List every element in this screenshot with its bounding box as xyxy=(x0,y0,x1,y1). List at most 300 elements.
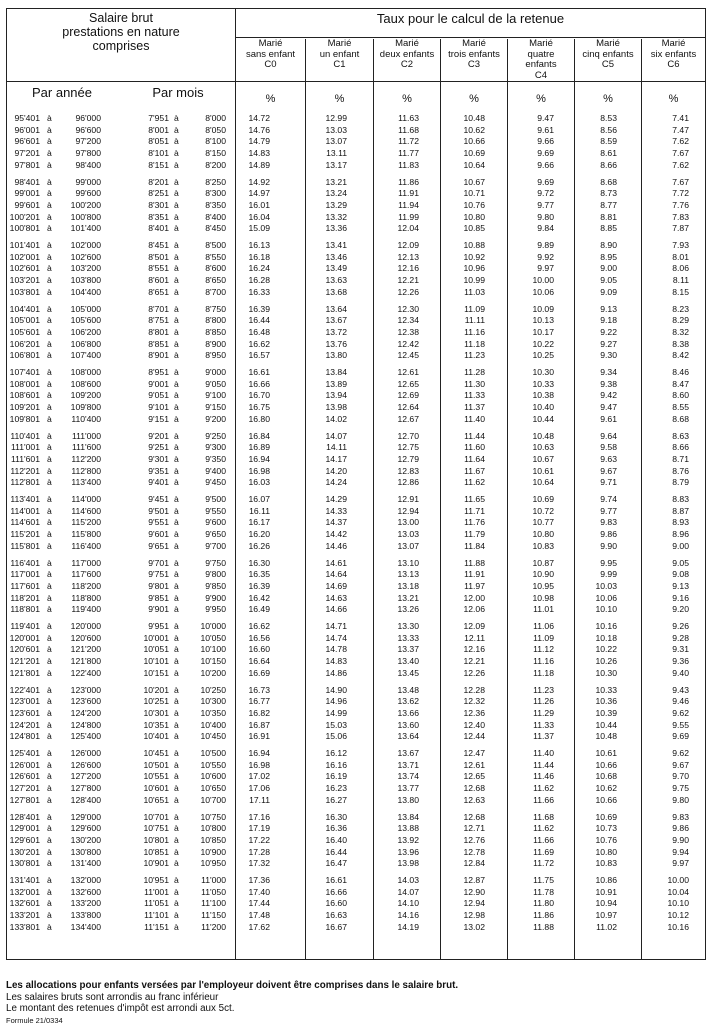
range-connector: à xyxy=(174,667,179,678)
range-connector: à xyxy=(47,240,52,250)
year-from: 127'801 xyxy=(9,794,40,805)
range-connector: à xyxy=(47,505,52,516)
rate-c6: 7.93 xyxy=(672,240,689,250)
year-to: 112'800 xyxy=(71,465,101,476)
range-connector: à xyxy=(47,303,52,314)
rate-c1: 16.67 xyxy=(325,921,347,932)
range-connector: à xyxy=(174,794,179,805)
rate-c1: 14.29 xyxy=(325,494,347,504)
rate-c1: 16.23 xyxy=(325,783,347,794)
table-row xyxy=(7,148,705,159)
rate-c5: 10.26 xyxy=(595,656,617,667)
rate-c2: 14.19 xyxy=(397,921,419,932)
table-row xyxy=(7,304,705,315)
year-from: 115'801 xyxy=(10,540,40,551)
rate-c6: 8.63 xyxy=(672,430,689,441)
rate-c6: 8.15 xyxy=(672,286,689,297)
rate-c3: 10.69 xyxy=(463,148,485,159)
rate-c6: 9.46 xyxy=(672,696,689,707)
month-from: 10'651 xyxy=(143,794,169,805)
rate-c1: 14.64 xyxy=(325,569,347,580)
range-connector: à xyxy=(174,875,179,885)
rate-c5: 10.94 xyxy=(595,898,617,909)
rate-c0: 16.18 xyxy=(248,251,270,262)
rate-c4: 11.69 xyxy=(533,846,554,857)
table-row xyxy=(7,656,705,667)
rate-c6: 7.62 xyxy=(672,136,689,147)
range-connector: à xyxy=(174,719,179,730)
month-to: 10'150 xyxy=(200,656,226,667)
rate-c2: 13.30 xyxy=(397,621,419,631)
rate-c3: 12.68 xyxy=(463,811,485,822)
year-from: 130'201 xyxy=(9,846,40,857)
year-to: 107'400 xyxy=(70,350,101,361)
range-connector: à xyxy=(174,811,179,822)
year-from: 118'801 xyxy=(10,604,40,615)
rate-c2: 13.88 xyxy=(397,823,419,834)
table-row xyxy=(7,275,705,286)
range-connector: à xyxy=(47,453,52,464)
range-connector: à xyxy=(174,413,179,424)
month-to: 10'700 xyxy=(200,794,226,805)
year-to: 124'800 xyxy=(70,719,101,730)
rate-c5: 9.64 xyxy=(600,430,617,441)
range-connector: à xyxy=(174,176,179,187)
year-from: 105'001 xyxy=(9,315,40,326)
rate-c5: 10.62 xyxy=(595,783,617,794)
rate-c4: 10.00 xyxy=(532,275,554,286)
year-to: 102'000 xyxy=(70,240,101,250)
month-from: 8'651 xyxy=(148,286,169,297)
rate-c5: 8.56 xyxy=(600,124,617,135)
month-from: 10'951 xyxy=(143,875,169,885)
rate-c4: 10.17 xyxy=(532,326,554,337)
year-from: 126'601 xyxy=(9,771,40,782)
rate-c0: 16.48 xyxy=(248,326,270,337)
rate-c5: 9.58 xyxy=(600,442,617,453)
rate-c6: 8.83 xyxy=(672,494,689,504)
rate-c0: 16.60 xyxy=(248,644,270,655)
rate-c6: 10.12 xyxy=(667,910,689,921)
rate-c1: 16.12 xyxy=(325,748,347,758)
year-from: 113'401 xyxy=(10,494,40,504)
table-row xyxy=(7,708,705,719)
month-to: 8'600 xyxy=(205,263,226,274)
rate-c5: 10.48 xyxy=(595,731,617,742)
rate-c0: 16.73 xyxy=(248,684,270,695)
year-from: 124'201 xyxy=(9,719,40,730)
rate-c3: 11.67 xyxy=(464,465,485,476)
rate-c6: 7.62 xyxy=(672,159,689,170)
rate-c0: 14.97 xyxy=(248,188,270,199)
range-connector: à xyxy=(47,731,52,742)
year-from: 110'401 xyxy=(10,430,40,441)
rate-c5: 10.03 xyxy=(595,580,617,591)
rate-c2: 13.18 xyxy=(397,580,419,591)
rate-c0: 16.20 xyxy=(248,529,270,540)
table-row xyxy=(7,442,705,453)
rate-c4: 10.87 xyxy=(532,557,554,568)
category-header xyxy=(306,39,373,71)
rate-c3: 10.76 xyxy=(463,199,485,210)
note-rounding-tax: Le montant des retenues d'impôt est arrondi aux 5ct. xyxy=(6,1003,235,1014)
rate-c6: 8.96 xyxy=(672,529,689,540)
table-row xyxy=(7,720,705,731)
rate-c1: 14.71 xyxy=(325,621,347,631)
rate-c3: 11.62 xyxy=(464,477,485,488)
year-to: 111'000 xyxy=(71,430,101,441)
range-connector: à xyxy=(174,569,179,580)
year-from: 123'001 xyxy=(9,696,40,707)
range-connector: à xyxy=(47,886,52,897)
rate-c2: 12.45 xyxy=(397,350,419,361)
rate-c2: 13.03 xyxy=(397,529,419,540)
year-to: 104'400 xyxy=(70,286,101,297)
rate-c1: 13.17 xyxy=(325,159,347,170)
range-connector: à xyxy=(47,263,52,274)
month-to: 8'250 xyxy=(205,176,226,187)
rate-c0: 17.62 xyxy=(248,921,270,932)
rate-c0: 17.16 xyxy=(248,811,270,822)
rate-c1: 13.49 xyxy=(325,263,347,274)
category-header-line: trois enfants xyxy=(448,48,500,60)
note-allowances: Les allocations pour enfants versées par l'employeur doivent être comprises dans le salaire brut. xyxy=(6,980,459,991)
month-from: 10'401 xyxy=(143,731,169,742)
rate-c1: 14.24 xyxy=(325,477,347,488)
year-to: 114'600 xyxy=(71,505,101,516)
unit-percent: % xyxy=(603,93,613,105)
range-connector: à xyxy=(47,477,52,488)
year-from: 112'801 xyxy=(10,477,40,488)
year-to: 123'000 xyxy=(70,684,101,695)
rate-c0: 17.11 xyxy=(249,794,270,805)
rate-c0: 16.49 xyxy=(248,604,270,615)
table-row xyxy=(7,558,705,569)
rate-c0: 16.70 xyxy=(248,390,270,401)
rate-c3: 11.60 xyxy=(464,442,485,453)
rate-c0: 16.07 xyxy=(248,494,270,504)
range-connector: à xyxy=(174,211,179,222)
category-header-line: C4 xyxy=(534,69,548,81)
rate-c4: 10.48 xyxy=(532,430,554,441)
rate-c3: 10.85 xyxy=(463,223,485,234)
range-connector: à xyxy=(47,517,52,528)
rate-c4: 10.33 xyxy=(532,378,554,389)
rate-c6: 9.94 xyxy=(672,846,689,857)
month-to: 9'400 xyxy=(205,465,226,476)
rate-c3: 12.00 xyxy=(463,592,485,603)
rate-c3: 10.48 xyxy=(463,113,485,123)
rate-c1: 16.27 xyxy=(325,794,347,805)
month-to: 8'950 xyxy=(205,350,226,361)
month-to: 9'550 xyxy=(205,505,226,516)
gross-salary-header xyxy=(7,11,235,53)
rate-c3: 11.91 xyxy=(464,569,485,580)
header-line: Salaire brut xyxy=(89,11,153,25)
rate-c4: 10.30 xyxy=(532,367,554,377)
rate-c5: 10.30 xyxy=(595,667,617,678)
range-connector: à xyxy=(47,286,52,297)
year-from: 116'401 xyxy=(10,557,40,568)
range-connector: à xyxy=(47,719,52,730)
year-to: 121'800 xyxy=(70,656,101,667)
rate-c6: 9.05 xyxy=(672,557,689,568)
rate-c5: 10.16 xyxy=(595,621,617,631)
month-to: 10'450 xyxy=(200,731,226,742)
rate-c0: 17.44 xyxy=(248,898,270,909)
rate-c0: 16.64 xyxy=(248,656,270,667)
year-to: 129'000 xyxy=(70,811,101,822)
rate-c5: 9.38 xyxy=(600,378,617,389)
rate-c5: 8.95 xyxy=(600,251,617,262)
rate-c0: 17.32 xyxy=(248,858,270,869)
year-to: 124'200 xyxy=(70,707,101,718)
range-connector: à xyxy=(47,621,52,631)
year-to: 102'600 xyxy=(70,251,101,262)
rate-c2: 13.13 xyxy=(397,569,419,580)
rate-c3: 12.94 xyxy=(463,898,485,909)
rate-c6: 10.10 xyxy=(667,898,689,909)
table-row xyxy=(7,685,705,696)
rate-c6: 9.43 xyxy=(672,684,689,695)
rate-c4: 10.90 xyxy=(532,569,554,580)
year-to: 128'400 xyxy=(70,794,101,805)
table-row xyxy=(7,812,705,823)
year-from: 111'601 xyxy=(10,453,40,464)
month-to: 8'150 xyxy=(205,148,226,159)
rate-c3: 10.67 xyxy=(463,176,485,187)
year-from: 97'201 xyxy=(14,148,40,159)
rate-c2: 12.34 xyxy=(397,315,419,326)
rate-c2: 12.21 xyxy=(397,275,419,286)
category-header-line: C6 xyxy=(667,59,680,70)
month-from: 9'151 xyxy=(148,413,169,424)
rate-c6: 8.71 xyxy=(672,453,689,464)
month-to: 9'350 xyxy=(205,453,226,464)
year-to: 97'800 xyxy=(75,148,101,159)
month-to: 8'800 xyxy=(205,315,226,326)
header-line: prestations en nature xyxy=(62,25,180,39)
rate-c2: 13.98 xyxy=(397,858,419,869)
rate-c3: 11.88 xyxy=(464,557,485,568)
rate-c4: 10.63 xyxy=(532,442,554,453)
month-to: 11'100 xyxy=(201,898,226,909)
year-from: 106'801 xyxy=(9,350,40,361)
month-to: 10'200 xyxy=(200,667,226,678)
year-to: 133'800 xyxy=(70,910,101,921)
table-row xyxy=(7,898,705,909)
range-connector: à xyxy=(174,540,179,551)
year-from: 103'201 xyxy=(9,275,40,286)
year-from: 101'401 xyxy=(9,240,40,250)
per-year-header: Par année xyxy=(32,85,92,100)
rate-c6: 9.16 xyxy=(672,592,689,603)
rate-c6: 7.83 xyxy=(672,211,689,222)
month-from: 9'801 xyxy=(148,580,169,591)
rate-c2: 12.75 xyxy=(397,442,419,453)
range-connector: à xyxy=(174,275,179,286)
year-from: 97'801 xyxy=(14,159,40,170)
range-connector: à xyxy=(174,731,179,742)
rate-c2: 12.94 xyxy=(397,505,419,516)
rate-c6: 9.86 xyxy=(672,823,689,834)
category-header xyxy=(575,39,641,71)
category-header-line: Marié xyxy=(661,38,686,49)
year-to: 129'600 xyxy=(70,823,101,834)
rate-c1: 13.64 xyxy=(325,303,347,314)
rate-c2: 13.92 xyxy=(397,834,419,845)
rate-c1: 13.29 xyxy=(325,199,347,210)
rate-c2: 14.03 xyxy=(397,875,419,885)
rate-c2: 13.71 xyxy=(397,759,419,770)
range-connector: à xyxy=(174,517,179,528)
rate-c5: 10.69 xyxy=(595,811,617,822)
rate-c6: 8.55 xyxy=(672,402,689,413)
year-from: 99'601 xyxy=(14,199,40,210)
rate-c1: 15.06 xyxy=(325,731,347,742)
range-connector: à xyxy=(174,771,179,782)
range-connector: à xyxy=(174,113,179,123)
rate-c1: 13.21 xyxy=(325,176,347,187)
year-from: 130'801 xyxy=(9,858,40,869)
year-to: 131'400 xyxy=(70,858,101,869)
rate-c0: 17.22 xyxy=(248,834,270,845)
rate-c6: 8.01 xyxy=(672,251,689,262)
rate-c5: 9.95 xyxy=(600,557,617,568)
rate-c2: 12.04 xyxy=(397,223,419,234)
month-to: 8'400 xyxy=(205,211,226,222)
rate-c0: 16.94 xyxy=(248,453,270,464)
rate-c1: 14.33 xyxy=(325,505,347,516)
rate-c2: 12.30 xyxy=(397,303,419,314)
rate-c0: 14.83 xyxy=(248,148,270,159)
unit-percent: % xyxy=(334,93,345,105)
year-from: 133'201 xyxy=(9,910,40,921)
rate-c0: 16.61 xyxy=(248,367,270,377)
year-from: 120'601 xyxy=(9,644,40,655)
month-from: 8'851 xyxy=(148,338,169,349)
table-row xyxy=(7,263,705,274)
rate-c6: 9.36 xyxy=(672,656,689,667)
rate-c3: 11.65 xyxy=(464,494,485,504)
month-to: 9'650 xyxy=(205,529,226,540)
rate-c3: 12.98 xyxy=(463,910,485,921)
unit-percent: % xyxy=(469,93,479,105)
rate-c2: 14.07 xyxy=(397,886,419,897)
rate-c4: 9.97 xyxy=(537,263,554,274)
rate-c2: 11.94 xyxy=(398,199,419,210)
month-from: 10'301 xyxy=(143,707,169,718)
rate-c6: 8.76 xyxy=(672,465,689,476)
month-to: 10'850 xyxy=(200,834,226,845)
rate-c5: 9.22 xyxy=(600,326,617,337)
year-from: 104'401 xyxy=(9,303,40,314)
month-to: 8'000 xyxy=(205,113,226,123)
range-connector: à xyxy=(174,886,179,897)
range-connector: à xyxy=(47,176,52,187)
table-row xyxy=(7,212,705,223)
category-header-line: quatre xyxy=(527,48,555,60)
rate-c1: 13.94 xyxy=(325,390,347,401)
rate-c3: 11.76 xyxy=(464,517,485,528)
rate-c4: 11.80 xyxy=(533,898,554,909)
month-to: 8'500 xyxy=(205,240,226,250)
rate-c4: 10.80 xyxy=(532,529,554,540)
year-from: 122'401 xyxy=(9,684,40,695)
range-connector: à xyxy=(174,430,179,441)
range-connector: à xyxy=(47,811,52,822)
month-from: 8'701 xyxy=(148,303,169,314)
year-from: 129'601 xyxy=(9,834,40,845)
month-to: 9'250 xyxy=(205,430,226,441)
range-connector: à xyxy=(174,656,179,667)
table-row xyxy=(7,875,705,886)
category-header-line: C2 xyxy=(400,59,414,70)
month-to: 10'500 xyxy=(200,748,226,758)
range-connector: à xyxy=(47,529,52,540)
rate-c4: 11.16 xyxy=(533,656,554,667)
year-from: 127'201 xyxy=(9,783,40,794)
rate-c0: 17.40 xyxy=(248,886,270,897)
year-to: 132'600 xyxy=(70,886,101,897)
rate-c4: 10.72 xyxy=(532,505,554,516)
month-from: 10'251 xyxy=(143,696,169,707)
range-connector: à xyxy=(174,148,179,159)
range-connector: à xyxy=(47,667,52,678)
rate-c3: 12.28 xyxy=(463,684,485,695)
rate-c1: 14.83 xyxy=(325,656,347,667)
rate-c0: 17.48 xyxy=(248,910,270,921)
month-from: 8'101 xyxy=(148,148,169,159)
month-from: 9'201 xyxy=(148,430,169,441)
month-to: 8'100 xyxy=(205,136,226,147)
table-row xyxy=(7,922,705,933)
year-from: 114'001 xyxy=(10,505,40,516)
range-connector: à xyxy=(47,557,52,568)
rate-c1: 13.84 xyxy=(325,367,347,377)
table-row xyxy=(7,506,705,517)
rate-c1: 14.96 xyxy=(325,696,347,707)
range-connector: à xyxy=(47,315,52,326)
rate-c5: 10.86 xyxy=(595,875,617,885)
table-row xyxy=(7,287,705,298)
rate-c5: 8.77 xyxy=(600,199,617,210)
month-to: 9'750 xyxy=(205,557,226,568)
range-connector: à xyxy=(174,748,179,758)
range-connector: à xyxy=(174,557,179,568)
note-rounding-salary: Les salaires bruts sont arrondis au franc inférieur xyxy=(6,991,219,1003)
rate-c1: 13.41 xyxy=(325,240,347,250)
rate-c1: 13.32 xyxy=(325,211,347,222)
year-from: 124'801 xyxy=(9,731,40,742)
month-to: 9'200 xyxy=(205,413,226,424)
rate-c5: 9.71 xyxy=(600,477,617,488)
table-row xyxy=(7,160,705,171)
rate-c2: 13.62 xyxy=(397,696,419,707)
rate-c0: 16.26 xyxy=(248,540,270,551)
table-row xyxy=(7,466,705,477)
month-to: 8'700 xyxy=(205,286,226,297)
year-from: 117'001 xyxy=(10,569,40,580)
rate-c0: 17.36 xyxy=(248,875,270,885)
rate-c3: 10.99 xyxy=(463,275,485,286)
rate-c4: 9.66 xyxy=(537,159,554,170)
rate-c2: 12.26 xyxy=(397,286,419,297)
table-row xyxy=(7,835,705,846)
rate-c5: 9.77 xyxy=(600,505,617,516)
rate-c4: 11.75 xyxy=(533,875,554,885)
rate-c6: 7.76 xyxy=(672,199,689,210)
